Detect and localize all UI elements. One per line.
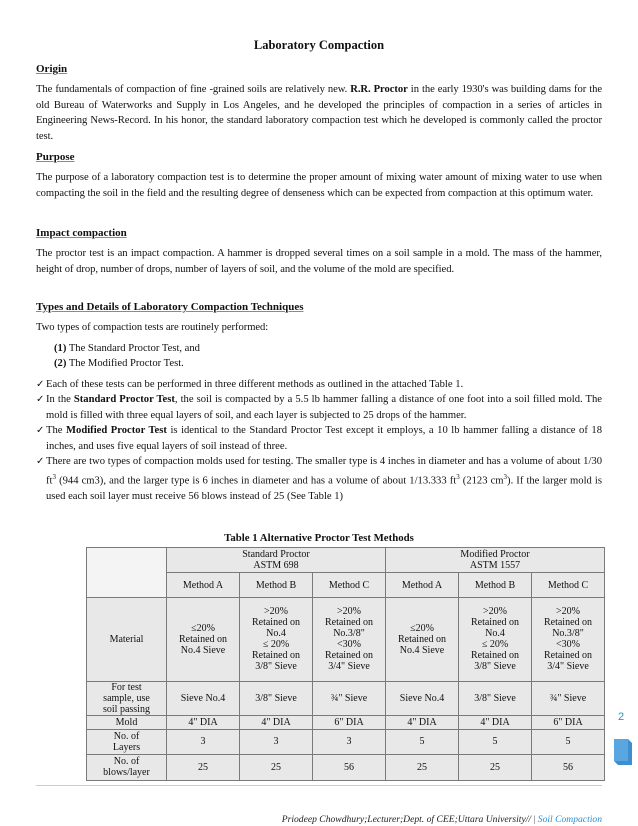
table-cell: 3/8" Sieve xyxy=(240,681,313,715)
bullet-1 xyxy=(36,377,602,393)
table-cell: 4" DIA xyxy=(459,715,532,729)
origin-bold-name: R.R. Proctor xyxy=(350,84,408,95)
table-cell: 25 xyxy=(240,754,313,780)
table-cell: 5 xyxy=(532,729,605,754)
bullet-2-post: , the soil is compacted by a 5.5 lb hammer falling a distance of one foot into a soil filled mold. The mold is filled with three equal layers of soil, and each layer is subjected to 25 drops of the hammer. xyxy=(46,394,602,421)
table-cell: 3 xyxy=(313,729,386,754)
heading-purpose: Purpose xyxy=(36,151,75,163)
table-cell: ¾" Sieve xyxy=(532,681,605,715)
group-standard-cell xyxy=(167,548,386,573)
table-row-blows xyxy=(87,754,605,780)
bullet-3-pre: The xyxy=(46,425,67,436)
table-cell: Sieve No.4 xyxy=(386,681,459,715)
bullet-3-bold: Modified Proctor Test xyxy=(66,425,167,436)
bullet-list xyxy=(36,377,602,505)
types-item-1 xyxy=(54,341,602,357)
paragraph-impact: The proctor test is an impact compaction. A hammer is dropped several times on a soil sample in a mold. The mass of the hammer, height of drop, number of drops, number of layers of soil, and the volume of the mold are specified. xyxy=(36,248,602,275)
section-purpose xyxy=(36,150,602,201)
table-cell: >20% Retained on No.3/8" <30% Retained on 3/4" Sieve xyxy=(313,598,386,681)
method-header: Method C xyxy=(532,573,605,598)
table-cell: 56 xyxy=(532,754,605,780)
table-cell: 3 xyxy=(240,729,313,754)
bullet-4-d: ). If the larger mold is used each soil layer must receive 56 blows instead of 25 (See Table 1) xyxy=(46,475,602,502)
group-modified-name: Modified Proctor xyxy=(460,549,530,561)
method-header: Method A xyxy=(167,573,240,598)
table-cell: 4" DIA xyxy=(167,715,240,729)
group-standard-name: Standard Proctor xyxy=(242,549,310,561)
table-cell: >20% Retained on No.4 ≤ 20% Retained on 3/8" Sieve xyxy=(459,598,532,681)
bullet-3 xyxy=(36,423,602,454)
table-cell: 25 xyxy=(459,754,532,780)
table-cell: 4" DIA xyxy=(386,715,459,729)
bullet-4-b: (944 cm3), and the larger type is 6 inches in diameter and has a volume of about 1/13.333 ft xyxy=(55,475,457,487)
types-list xyxy=(54,341,602,372)
bullet-4-a: There are two types of compaction molds used for testing. The smaller type is 4 inches in diameter and has a volume of about 1/30 ft xyxy=(46,456,602,487)
table-cell: 6" DIA xyxy=(313,715,386,729)
table-cell: 6" DIA xyxy=(532,715,605,729)
table-cell: Sieve No.4 xyxy=(167,681,240,715)
table-row-layers xyxy=(87,729,605,754)
method-header: Method A xyxy=(386,573,459,598)
method-header: Method C xyxy=(313,573,386,598)
proctor-methods-table xyxy=(86,547,604,781)
bullet-2-bold: Standard Proctor Test xyxy=(73,394,175,405)
check-icon: ✓ xyxy=(36,456,45,467)
table-cell: 56 xyxy=(313,754,386,780)
bullet-4-sup-3: 3 xyxy=(503,472,508,481)
group-standard-astm: ASTM 698 xyxy=(253,560,299,572)
footer-author: Priodeep Chowdhury;Lecturer;Dept. of CEE;Uttara University// xyxy=(281,814,532,825)
bullet-4-c: (2123 cm xyxy=(459,475,504,487)
row-label: No. of blows/layer xyxy=(87,754,167,780)
page-title: Laboratory Compaction xyxy=(253,38,385,52)
bullet-3-post: is identical to the Standard Proctor Test except it employs, a 10 lb hammer falling a distance of 18 inches, and uses five equal layers of soil instead of three. xyxy=(46,425,603,452)
table-cell: 25 xyxy=(386,754,459,780)
section-impact xyxy=(36,226,602,277)
page-tab-icon xyxy=(614,737,632,765)
table-cell: 4" DIA xyxy=(240,715,313,729)
table-cell: 3/8" Sieve xyxy=(459,681,532,715)
footer-title: Soil Compaction xyxy=(537,814,602,825)
table-cell: 3 xyxy=(167,729,240,754)
table-row-sieve xyxy=(87,681,605,715)
table-corner-cell xyxy=(87,548,167,598)
table-cell: >20% Retained on No.3/8" <30% Retained on 3/4" Sieve xyxy=(532,598,605,681)
table-cell: ¾" Sieve xyxy=(313,681,386,715)
check-icon: ✓ xyxy=(36,425,45,436)
bullet-4-sup-2: 3 xyxy=(456,472,460,481)
item-1-text: The Standard Proctor Test, and xyxy=(66,342,200,354)
item-1-number: (1) xyxy=(54,342,67,354)
row-label: Material xyxy=(87,598,167,681)
footer-rule xyxy=(36,785,602,786)
row-label: Mold xyxy=(87,715,167,729)
table-cell: 5 xyxy=(459,729,532,754)
group-modified-cell xyxy=(386,548,605,573)
page-footer xyxy=(0,814,602,825)
origin-text-1: The fundamentals of compaction of fine -grained soils are relatively new. xyxy=(36,84,351,95)
check-icon: ✓ xyxy=(36,378,45,390)
heading-types: Types and Details of Laboratory Compaction Techniques xyxy=(36,301,304,313)
table-cell: ≤20% Retained on No.4 Sieve xyxy=(167,598,240,681)
types-item-2 xyxy=(54,356,602,372)
table-cell: 5 xyxy=(386,729,459,754)
paragraph-purpose: The purpose of a laboratory compaction test is to determine the proper amount of mixing water amount of mixing water to use when compacting the soil in the field and the resulting degree of denseness which can be expected from compaction at this optimum water. xyxy=(36,172,602,199)
table-cell: >20% Retained on No.4 ≤ 20% Retained on 3/8" Sieve xyxy=(240,598,313,681)
heading-origin: Origin xyxy=(36,63,68,75)
bullet-2-pre: In the xyxy=(46,394,74,405)
bullet-2 xyxy=(36,392,602,423)
table-cell: 25 xyxy=(167,754,240,780)
table-caption: Table 1 Alternative Proctor Test Methods xyxy=(224,532,414,544)
bullet-1-text: Each of these tests can be performed in three different methods as outlined in the attached Table 1. xyxy=(46,378,464,390)
check-icon: ✓ xyxy=(36,394,45,405)
section-types xyxy=(36,300,602,504)
table-row-mold xyxy=(87,715,605,729)
footer-separator: | xyxy=(531,814,538,825)
item-2-text: The Modified Proctor Test. xyxy=(66,358,184,369)
page-number: 2 xyxy=(618,711,625,723)
item-2-number: (2) xyxy=(54,358,67,369)
method-header: Method B xyxy=(459,573,532,598)
heading-impact: Impact compaction xyxy=(36,227,127,239)
bullet-4-sup-1: 3 xyxy=(52,472,56,481)
table-cell: ≤20% Retained on No.4 Sieve xyxy=(386,598,459,681)
types-intro: Two types of compaction tests are routinely performed: xyxy=(36,322,269,333)
group-modified-astm: ASTM 1557 xyxy=(469,560,521,572)
method-header: Method B xyxy=(240,573,313,598)
bullet-4 xyxy=(36,454,602,504)
paragraph-origin xyxy=(36,82,602,144)
row-label: For test sample, use soil passing xyxy=(87,681,167,715)
section-origin xyxy=(36,62,602,144)
table-row-material xyxy=(87,598,605,681)
row-label: No. of Layers xyxy=(87,729,167,754)
table-group-row xyxy=(87,548,605,573)
origin-text-2: in the early 1930's was building dams for the old Bureau of Waterworks and Supply in Los Angeles, and he developed the principles of compaction in a series of articles in Engineering News-Record. In his honor, the standard laboratory compaction test which he developed is commonly called the proctor test. xyxy=(36,84,602,142)
